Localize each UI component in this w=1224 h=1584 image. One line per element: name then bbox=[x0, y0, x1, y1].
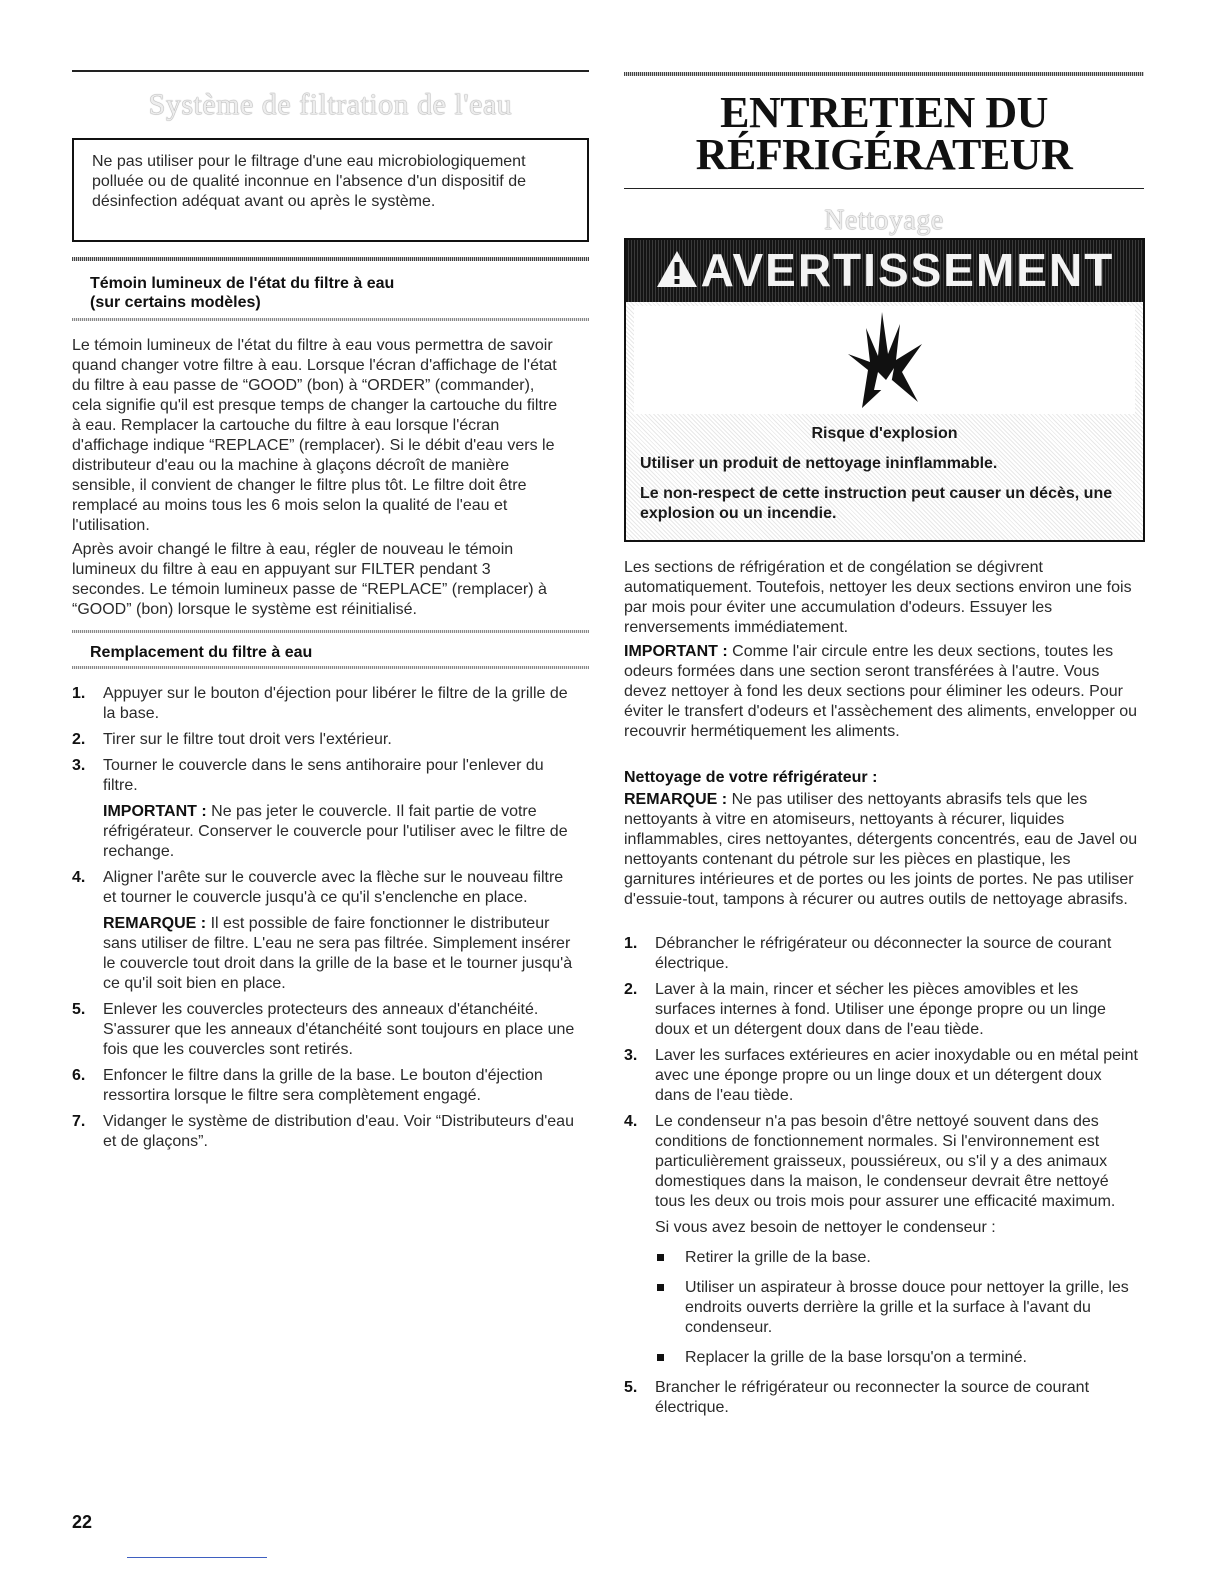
list-item bbox=[72, 730, 580, 750]
step-text: Enlever les couvercles protecteurs des anneaux d'étanchéité. S'assurer que les anneaux d'étanchéité sont toujours en place une fois que les couvercles sont retirés. bbox=[103, 1001, 575, 1058]
remark-text: Ne pas utiliser des nettoyants abrasifs tels que les nettoyants à vitre en atomiseurs, nettoyants à récurer, liquides inflammables, cires nettoyantes, détergents concentrés, eau de Javel ou nettoyants contenant du pétrole sur les pièces en plastique, les garnitures intérieures et de portes ou les joints de portes. Ne pas utiliser d'essuie-tout, tampons à récurer ou autres outils de nettoyage abrasifs. bbox=[624, 791, 1138, 908]
bullet-text: Utiliser un aspirateur à brosse douce pour nettoyer la grille, les endroits ouverts derrière la grille et la surface à l'avant du condenseur. bbox=[685, 1279, 1129, 1336]
step-text: Appuyer sur le bouton d'éjection pour libérer le filtre de la grille de la base. bbox=[103, 685, 568, 722]
replacement-heading: Remplacement du filtre à eau bbox=[90, 644, 313, 661]
step-number: 2. bbox=[624, 981, 638, 998]
step-text: Le condenseur n'a pas besoin d'être nettoyé souvent dans des conditions de fonctionnement normales. Si l'environnement est particulièrement graisseux, poussiéreux, ou s'il y a des animaux domestiques dans la maison, le condenseur devrait être nettoyé tous les deux ou trois mois pour assurer une efficacité maximum. bbox=[655, 1113, 1116, 1210]
warning-triangle-icon bbox=[655, 249, 699, 289]
cleaning-steps bbox=[624, 934, 1140, 1424]
page-title-line1: ENTRETIEN DU bbox=[720, 88, 1048, 137]
list-item bbox=[624, 1046, 1140, 1106]
warning-banner bbox=[626, 240, 1143, 302]
footer-rule bbox=[127, 1557, 267, 1558]
important-label: IMPORTANT : bbox=[624, 643, 728, 660]
title-rule bbox=[624, 188, 1144, 189]
step-number: 3. bbox=[72, 757, 86, 774]
step-number: 5. bbox=[72, 1001, 86, 1018]
page-title-line2: RÉFRIGÉRATEUR bbox=[695, 130, 1073, 179]
note-label: REMARQUE : bbox=[103, 915, 207, 932]
important-paragraph bbox=[624, 642, 1140, 742]
list-item bbox=[72, 756, 580, 862]
warning-consequence: Le non-respect de cette instruction peut causer un décès, une explosion ou un incendie. bbox=[640, 485, 1113, 522]
indicator-paragraph-2: Après avoir changé le filtre à eau, régler de nouveau le témoin lumineux du filtre à eau en appuyant sur FILTER pendant 3 secondes. Le témoin lumineux passe de “REPLACE” (remplacer) à “GOOD” (bon) lorsque le système est réinitialisé. bbox=[72, 541, 547, 618]
warning-hazard: Risque d'explosion bbox=[811, 425, 958, 442]
step-text: Tourner le couvercle dans le sens antihoraire pour l'enlever du filtre. bbox=[103, 757, 544, 794]
list-item bbox=[624, 1112, 1140, 1368]
light-rule bbox=[72, 666, 589, 669]
list-item bbox=[624, 934, 1140, 974]
indicator-heading-line2: (sur certains modèles) bbox=[90, 294, 261, 311]
warning-instruction: Utiliser un produit de nettoyage ininflammable. bbox=[640, 455, 998, 472]
list-item bbox=[72, 684, 580, 724]
step-number: 4. bbox=[624, 1113, 638, 1130]
step-text: Laver les surfaces extérieures en acier inoxydable ou en métal peint avec une éponge propre ou un linge doux et un détergent doux dans de l'eau tiède. bbox=[655, 1047, 1138, 1104]
section-title-filtration: Système de filtration de l'eau bbox=[148, 88, 513, 121]
light-rule bbox=[72, 630, 589, 633]
step-text: Débrancher le réfrigérateur ou déconnecter la source de courant électrique. bbox=[655, 935, 1112, 972]
list-item bbox=[655, 1248, 1140, 1268]
warning-panel bbox=[624, 238, 1145, 542]
bullet-text: Retirer la grille de la base. bbox=[685, 1249, 871, 1266]
step-note bbox=[103, 914, 580, 994]
step-text: Tirer sur le filtre tout droit vers l'extérieur. bbox=[103, 731, 392, 748]
step-number: 3. bbox=[624, 1047, 638, 1064]
explosion-icon bbox=[844, 310, 924, 410]
step-text: Vidanger le système de distribution d'eau. Voir “Distributeurs d'eau et de glaçons”. bbox=[103, 1113, 574, 1150]
note-text: Il est possible de faire fonctionner le distributeur sans utiliser de filtre. L'eau ne sera pas filtrée. Simplement insérer le couvercle tout droit dans la grille de la base et le tourner jusqu'à ce qu'il soit bien en place. bbox=[103, 915, 573, 992]
indicator-heading bbox=[90, 274, 580, 312]
step-number: 6. bbox=[72, 1067, 86, 1084]
list-item bbox=[72, 1112, 580, 1152]
note-label: IMPORTANT : bbox=[103, 803, 207, 820]
step-number: 7. bbox=[72, 1113, 86, 1130]
warning-banner-label: AVERTISSEMENT bbox=[700, 244, 1115, 296]
indicator-paragraph-1: Le témoin lumineux de l'état du filtre à eau vous permettra de savoir quand changer votre filtre à eau. Lorsque l'écran d'affichage de l'état du filtre à eau passe de “GOOD” (bon) à “ORDER” (commander), cela signifie qu'il est presque temps de changer la cartouche du filtre à eau. Remplacer la cartouche du filtre à eau lorsque l'écran d'affichage indique “REPLACE” (remplacer). Si le débit d'eau vers le distributeur d'eau ou la machine à glaçons décroît de manière sensible, il convient de changer le filtre plus tôt. Le filtre doit être remplacé au moins tous les 6 mois selon la qualité de l'eau et l'utilisation. bbox=[72, 337, 558, 534]
warning-banner-title bbox=[626, 242, 1143, 298]
page-number: 22 bbox=[72, 1512, 93, 1532]
bullet-square-icon bbox=[657, 1254, 664, 1261]
remark-label: REMARQUE : bbox=[624, 791, 728, 808]
step-text: Enfoncer le filtre dans la grille de la base. Le bouton d'éjection ressortira lorsque le filtre sera complètement engagé. bbox=[103, 1067, 543, 1104]
step-number: 5. bbox=[624, 1379, 638, 1396]
step-number: 1. bbox=[72, 685, 86, 702]
page-title bbox=[624, 88, 1144, 179]
condenser-bullets bbox=[655, 1248, 1140, 1368]
list-item bbox=[72, 868, 580, 994]
cleaning-heading: Nettoyage de votre réfrigérateur : bbox=[624, 769, 878, 786]
note-text: Ne pas jeter le couvercle. Il fait partie de votre réfrigérateur. Conserver le couvercle pour l'utiliser avec le filtre de rechange. bbox=[103, 803, 568, 860]
section-title-cleaning: Nettoyage bbox=[824, 205, 944, 236]
top-rule bbox=[72, 70, 589, 72]
light-rule bbox=[72, 318, 589, 321]
list-item bbox=[72, 1066, 580, 1106]
filtration-warning-text: Ne pas utiliser pour le filtrage d'une eau microbiologiquement polluée ou de qualité inconnue en l'absence d'un dispositif de désinfection adéquat avant ou après le système. bbox=[92, 153, 526, 210]
step-note bbox=[103, 802, 580, 862]
dotted-rule bbox=[624, 72, 1144, 76]
list-item bbox=[624, 1378, 1140, 1418]
list-item bbox=[655, 1278, 1140, 1338]
bullet-square-icon bbox=[657, 1354, 664, 1361]
step-number: 1. bbox=[624, 935, 638, 952]
step-sub-intro: Si vous avez besoin de nettoyer le condenseur : bbox=[655, 1219, 996, 1236]
list-item bbox=[72, 1000, 580, 1060]
explosion-icon-area bbox=[634, 306, 1135, 414]
step-text: Brancher le réfrigérateur ou reconnecter la source de courant électrique. bbox=[655, 1379, 1090, 1416]
cleaning-paragraph-1: Les sections de réfrigération et de congélation se dégivrent automatiquement. Toutefois, nettoyer les deux sections environ une fois par mois pour éviter une accumulation d'odeurs. Essuyer les renversements immédiatement. bbox=[624, 559, 1132, 636]
bullet-text: Replacer la grille de la base lorsqu'on a terminé. bbox=[685, 1349, 1027, 1366]
indicator-heading-line1: Témoin lumineux de l'état du filtre à eau bbox=[90, 275, 395, 292]
warning-text-area bbox=[634, 416, 1135, 532]
remark-paragraph bbox=[624, 790, 1140, 910]
step-number: 2. bbox=[72, 731, 86, 748]
list-item bbox=[624, 980, 1140, 1040]
dotted-rule bbox=[72, 257, 589, 261]
list-item bbox=[655, 1348, 1140, 1368]
bullet-square-icon bbox=[657, 1284, 664, 1291]
filtration-warning-box bbox=[72, 138, 589, 242]
step-text: Laver à la main, rincer et sécher les pièces amovibles et les surfaces internes à fond. Utiliser une éponge propre ou un linge doux et un détergent doux dans de l'eau tiède. bbox=[655, 981, 1106, 1038]
replacement-steps bbox=[72, 684, 580, 1158]
important-text: Comme l'air circule entre les deux sections, toutes les odeurs formées dans une section seront transférées à l'autre. Vous devez nettoyer à fond les deux sections pour éliminer les odeurs. Pour éviter le transfert d'odeurs et l'assèchement des aliments, envelopper ou recouvrir hermétiquement les aliments. bbox=[624, 643, 1138, 740]
step-text: Aligner l'arête sur le couvercle avec la flèche sur le nouveau filtre et tourner le couvercle jusqu'à ce qu'il s'enclenche en place. bbox=[103, 869, 564, 906]
step-number: 4. bbox=[72, 869, 86, 886]
